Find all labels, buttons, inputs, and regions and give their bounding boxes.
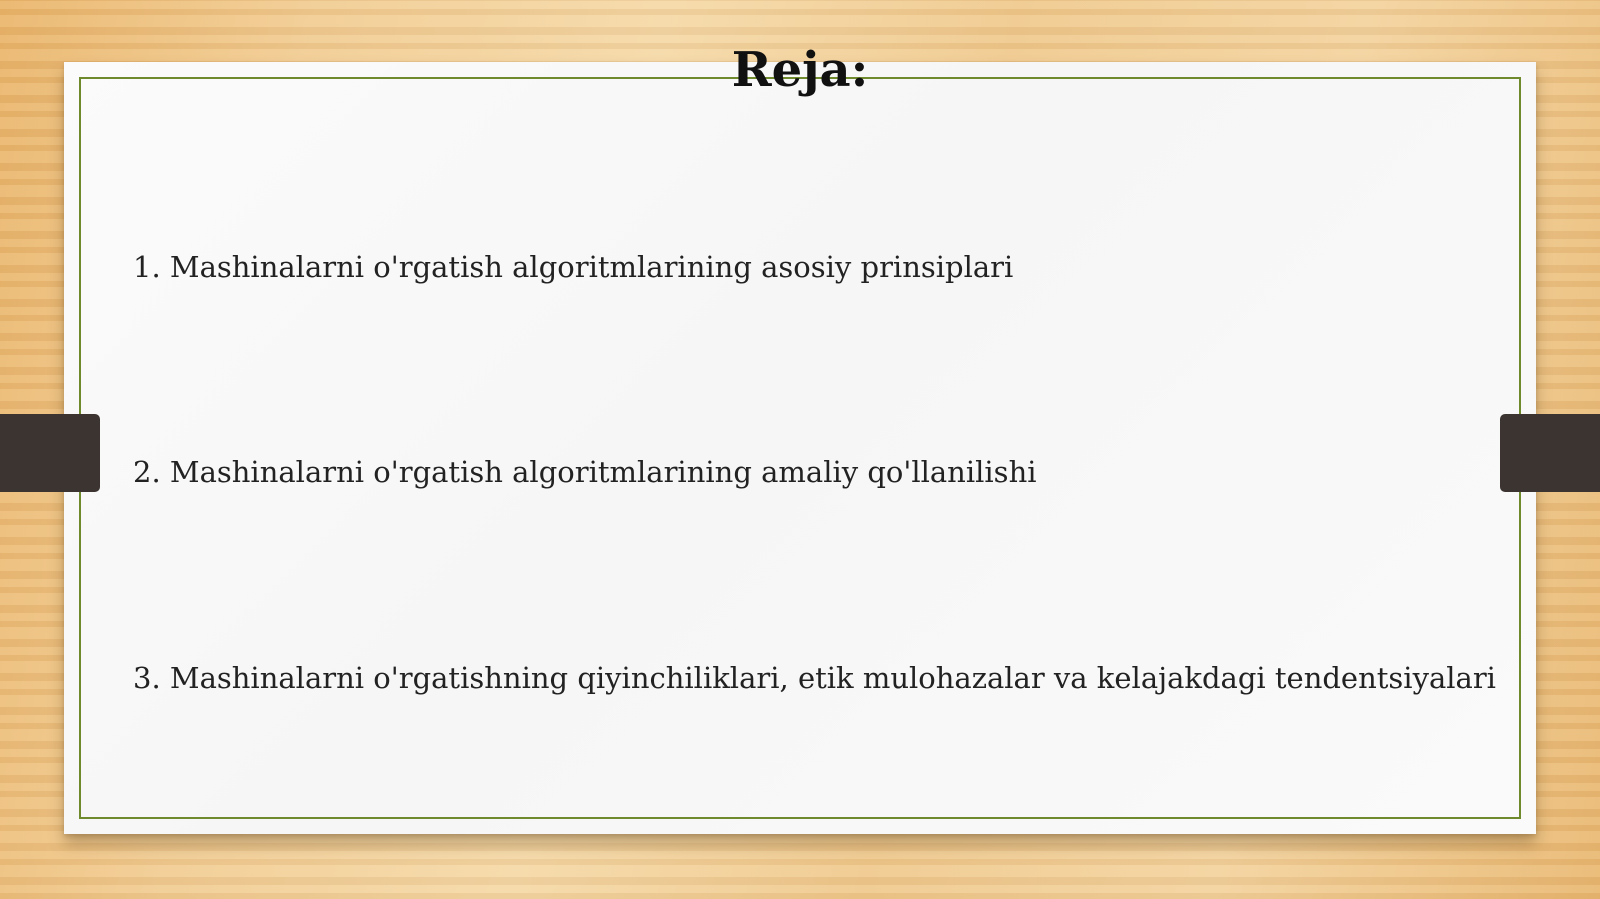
slide-frame-border	[79, 77, 1521, 819]
plan-item-3: 3. Mashinalarni o'rgatishning qiyinchiliklari, etik mulohazalar va kelajakdagi tendentsiyalari	[133, 661, 1496, 695]
plan-item-1: 1. Mashinalarni o'rgatish algoritmlarining asosiy prinsiplari	[133, 250, 1014, 284]
plan-item-2: 2. Mashinalarni o'rgatish algoritmlarining amaliy qo'llanilishi	[133, 455, 1037, 489]
slide-paper	[64, 62, 1536, 834]
slide-title: Reja:	[731, 42, 869, 98]
left-strap-decoration	[0, 414, 100, 492]
right-strap-decoration	[1500, 414, 1600, 492]
